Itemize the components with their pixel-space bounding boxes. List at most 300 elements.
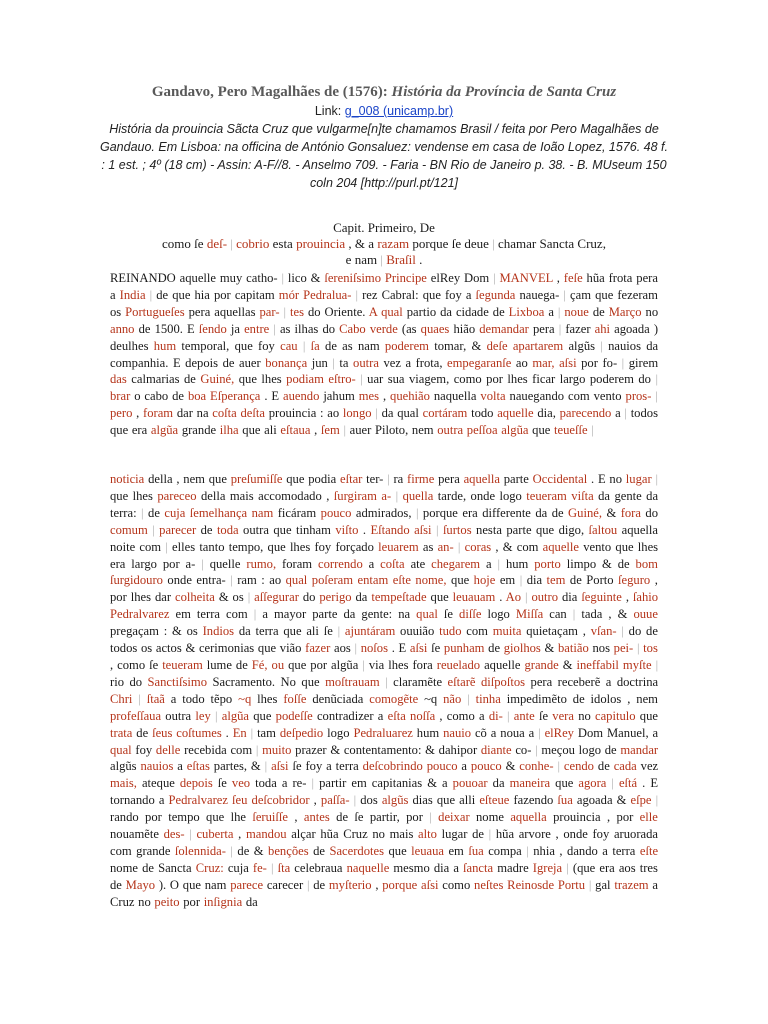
word: qual <box>110 742 132 757</box>
word: algũa <box>150 423 179 438</box>
word: aquella <box>510 810 547 825</box>
word: E <box>172 355 181 370</box>
transcription-paragraph-2 <box>110 471 658 911</box>
word: & <box>310 271 321 285</box>
word: quehião <box>390 389 430 404</box>
column-separator: | <box>201 556 204 571</box>
word: madre <box>497 860 529 875</box>
word: ſua <box>557 793 573 808</box>
word: que <box>286 472 305 486</box>
word: . <box>391 641 395 656</box>
word: a <box>548 304 554 319</box>
word: can <box>549 607 567 622</box>
title-work: História da Província de Santa Cruz <box>391 84 617 100</box>
word: elRey <box>544 725 574 740</box>
word: que <box>267 539 286 554</box>
word: que <box>206 810 225 825</box>
chapter-line-3 <box>110 252 658 268</box>
source-link[interactable]: g_008 (unicamp.br) <box>344 104 454 118</box>
word: bonança <box>265 355 308 370</box>
column-separator: | <box>264 759 268 774</box>
word: E <box>187 321 195 336</box>
word: boa <box>187 389 207 404</box>
word: de <box>646 624 658 639</box>
word: logo <box>499 488 522 503</box>
word: hum <box>416 725 440 740</box>
word: ſegunda <box>475 287 516 302</box>
word: ſahio <box>632 590 659 605</box>
word: ate <box>410 556 426 571</box>
column-separator: | <box>270 860 274 875</box>
word: Cabo <box>339 321 366 336</box>
word: por <box>162 556 180 571</box>
word: fazer <box>565 321 591 336</box>
word: contentamento: <box>343 742 422 757</box>
word: trata <box>110 725 133 740</box>
column-separator: | <box>557 759 560 774</box>
word: hum <box>153 338 177 353</box>
word: naquella <box>433 389 477 404</box>
word: receberẽ <box>557 674 601 689</box>
word: . <box>591 472 595 486</box>
word: lhes <box>132 488 153 503</box>
word: naquelle <box>346 860 390 875</box>
word: fora <box>412 657 433 672</box>
word: batião <box>558 641 589 656</box>
word: que <box>208 472 227 486</box>
word: algũa <box>331 657 359 672</box>
column-separator: | <box>332 355 335 370</box>
word: (as <box>401 321 417 336</box>
word: di- <box>488 708 503 723</box>
word: , <box>375 877 379 892</box>
word: O <box>169 877 180 892</box>
word: a <box>326 759 332 774</box>
word: de <box>492 304 505 319</box>
word: aſsi <box>409 641 428 656</box>
column-separator: | <box>152 522 155 537</box>
word: Fé, <box>251 657 268 672</box>
word: inſignia <box>203 894 243 909</box>
column-separator: | <box>655 472 658 486</box>
word: ſe <box>538 708 549 723</box>
word: coſtumes <box>176 725 222 740</box>
word: noua <box>500 725 525 740</box>
word: qual <box>416 607 438 622</box>
word: hião <box>453 321 476 336</box>
word: com <box>139 539 162 554</box>
word: que <box>182 877 201 892</box>
word: era <box>131 423 148 438</box>
word: da <box>343 607 356 622</box>
word: doctrina <box>616 674 659 689</box>
word: a <box>281 776 288 791</box>
word: aos <box>618 860 636 875</box>
word: De <box>419 220 435 235</box>
word: & <box>617 607 628 622</box>
column-separator: | <box>387 472 390 486</box>
bibliographic-description: História da prouincia Sãcta Cruz que vulgarme[n]te chamamos Brasil / feita por Pero Magalhães de Gandauo. Em Lisboa: na officina de António Gonsaluez: vendense em casa de Ioão Lopez, 1576. 48 f. : 1 est. ; 4º (18 cm) - Assin: A-F//8. - Anselmo 709. - Faria - BN Rio de Janeiro p. 38. - B. MUseum 150 coln 204 [http://purl.pt/121] <box>100 122 668 190</box>
word: , <box>348 236 352 251</box>
word: mais, <box>110 776 137 791</box>
word: , <box>382 389 387 404</box>
word: delle <box>155 742 181 757</box>
word: ) <box>653 321 659 336</box>
word: . <box>419 252 423 267</box>
word: que <box>451 573 470 588</box>
word: contradizer <box>316 708 374 723</box>
word: os <box>140 641 153 656</box>
word: foſſe <box>283 691 307 706</box>
word: temporal, <box>181 338 230 353</box>
word: entre <box>244 321 270 336</box>
word: grande <box>181 423 217 438</box>
word: Sanctiſsimo <box>147 674 208 689</box>
column-separator: | <box>306 877 310 892</box>
word: tornando <box>110 793 155 808</box>
word: frota, <box>415 355 443 370</box>
word: gente <box>614 488 642 503</box>
column-separator: | <box>354 641 358 656</box>
word: tres <box>639 860 658 875</box>
word: nauegando <box>509 389 565 404</box>
word: jun <box>311 355 328 370</box>
word: qual <box>285 573 308 588</box>
word: , <box>608 607 612 622</box>
word: aos <box>334 641 351 656</box>
word: Manuel, <box>606 725 649 740</box>
column-separator: | <box>566 860 569 875</box>
word: da <box>646 488 659 503</box>
word: ſe <box>217 776 227 791</box>
word: verde <box>369 321 398 336</box>
word: vez <box>640 759 659 774</box>
word: como <box>117 657 146 672</box>
word: de <box>313 843 325 858</box>
word: cuja <box>227 860 249 875</box>
word: Sancta <box>158 860 192 875</box>
word: vento <box>583 539 612 554</box>
word: deſcobrindo <box>362 759 423 774</box>
chapter-line-2 <box>110 236 658 252</box>
column-separator: | <box>655 372 658 387</box>
word: pouco <box>470 759 502 774</box>
column-separator: | <box>337 624 341 639</box>
word: Lixboa <box>508 304 545 319</box>
word: sua <box>387 372 405 387</box>
word: admirados, <box>355 505 412 520</box>
word: pouco <box>426 759 458 774</box>
word: de <box>572 691 585 706</box>
word: onde <box>470 488 496 503</box>
word: ſtaã <box>146 691 165 706</box>
word: pera <box>532 321 555 336</box>
word: nome, <box>415 573 447 588</box>
word: algũs <box>568 338 596 353</box>
word: ſe <box>451 236 462 251</box>
word: eſtaua <box>280 423 311 438</box>
word: dar <box>176 406 193 421</box>
column-separator: | <box>138 691 141 706</box>
word: . <box>362 522 367 537</box>
word: lhes <box>261 372 282 387</box>
column-separator: | <box>355 287 359 302</box>
word: no <box>138 894 151 909</box>
word: & <box>544 641 555 656</box>
column-separator: | <box>343 423 346 438</box>
word: hũa <box>586 271 605 285</box>
word: com <box>230 742 253 757</box>
word: tempeſtade <box>371 590 427 605</box>
word: nam <box>204 877 227 892</box>
word: Dom <box>464 271 490 285</box>
word: algũa <box>221 708 250 723</box>
column-separator: | <box>488 827 492 842</box>
word: por <box>145 810 162 825</box>
word: noue <box>564 304 589 319</box>
word: da <box>381 406 394 421</box>
word: leuarem <box>378 539 419 554</box>
column-separator: | <box>380 252 383 267</box>
word: ja <box>230 321 240 336</box>
word: della <box>200 488 226 503</box>
word: deue <box>464 236 489 251</box>
word: mes <box>358 389 380 404</box>
column-separator: | <box>457 539 461 554</box>
word: ). <box>158 877 167 892</box>
word: Dom <box>577 725 604 740</box>
word: por <box>616 810 634 825</box>
word: que <box>172 287 191 302</box>
word: que <box>110 423 129 438</box>
word: , <box>313 793 317 808</box>
word: ſemelhança <box>189 505 248 520</box>
word: a <box>368 556 375 571</box>
word: colheita <box>175 590 215 605</box>
word: todo <box>471 406 494 421</box>
word: leuauam <box>452 590 496 605</box>
column-separator: | <box>558 321 562 336</box>
word: fezeram <box>617 287 658 302</box>
word: lhe <box>230 810 246 825</box>
word: no <box>645 304 659 319</box>
word: eſte <box>639 843 659 858</box>
word: eſpe <box>630 793 652 808</box>
word: Occidental <box>532 472 588 486</box>
word: elle <box>639 810 658 825</box>
word: ſem <box>320 423 340 438</box>
word: mais <box>229 488 254 503</box>
word: arvore <box>518 827 551 842</box>
word: qual <box>381 304 403 319</box>
word: aquelle <box>542 539 580 554</box>
word: elRey <box>430 271 461 285</box>
word: de <box>172 389 185 404</box>
word: que <box>436 793 456 808</box>
word: a <box>170 691 177 706</box>
word: ra <box>393 472 404 486</box>
word: eſtar <box>339 472 363 486</box>
word: aſſegurar <box>254 590 299 605</box>
column-separator: | <box>189 827 192 842</box>
word: Cruz <box>343 827 368 842</box>
word: onde <box>563 827 588 842</box>
word: aſsi <box>414 522 432 537</box>
word: aquelle <box>484 657 521 672</box>
word: , <box>314 423 318 438</box>
word: era <box>110 556 126 571</box>
word: tanto <box>199 539 225 554</box>
column-separator: | <box>255 742 259 757</box>
word: dar <box>154 590 172 605</box>
word: ali <box>264 423 277 438</box>
column-separator: | <box>572 607 576 622</box>
word: forçado <box>335 539 374 554</box>
word: cabo <box>144 389 169 404</box>
word: com <box>516 539 539 554</box>
word: os <box>232 590 244 605</box>
word: tempo, <box>228 539 264 554</box>
word: a <box>528 725 535 740</box>
column-separator: | <box>497 556 501 571</box>
word: de <box>325 338 337 353</box>
word: que <box>555 776 574 791</box>
word: Chri <box>110 691 133 706</box>
word: della <box>148 472 173 486</box>
word: a <box>465 287 472 302</box>
word: moſtrauam <box>325 674 380 689</box>
word: claramẽte <box>393 674 443 689</box>
word: ilha <box>219 423 239 438</box>
word: cobrio <box>236 236 270 251</box>
word: podiam <box>286 372 324 387</box>
word: diſſe <box>459 607 482 622</box>
word: tam <box>257 725 276 740</box>
word: gal <box>595 877 611 892</box>
word: de <box>222 355 235 370</box>
column-separator: | <box>230 236 233 251</box>
word: do <box>628 624 642 639</box>
word: ſa <box>310 338 320 353</box>
word: & <box>185 641 196 656</box>
word: com <box>226 607 248 622</box>
word: ſua <box>468 843 484 858</box>
column-separator: | <box>624 406 627 421</box>
word: que <box>110 488 129 503</box>
column-separator: | <box>588 877 592 892</box>
column-separator: | <box>230 573 233 588</box>
word: logo <box>487 607 510 622</box>
word: do <box>322 321 336 336</box>
word: catho- <box>246 271 278 285</box>
word: & <box>218 590 229 605</box>
word: tomar, <box>434 338 467 353</box>
word: Braſil <box>386 252 416 267</box>
word: E <box>650 776 659 791</box>
word: E <box>597 472 606 486</box>
word: nome <box>476 810 504 825</box>
word: tarde, <box>437 488 467 503</box>
word: , <box>326 488 330 503</box>
word: eſtarẽ <box>447 674 476 689</box>
word: ao <box>269 573 282 588</box>
word: ſe <box>443 607 453 622</box>
word: teueram <box>162 657 203 672</box>
word: cada <box>613 759 637 774</box>
word: , <box>110 657 114 672</box>
word: Miſſa <box>515 607 544 622</box>
word: coras <box>464 539 492 554</box>
word: ſereniſsimo <box>324 271 382 285</box>
word: foy <box>444 287 462 302</box>
word: aruorada <box>613 827 658 842</box>
column-separator: | <box>247 590 251 605</box>
word: nam <box>357 338 380 353</box>
word: & <box>330 742 341 757</box>
word: outra <box>437 423 464 438</box>
word: Guiné, <box>568 505 602 520</box>
word: a <box>490 725 497 740</box>
word: carecer <box>266 877 304 892</box>
word: dia <box>433 860 450 875</box>
word: de <box>488 641 501 656</box>
column-separator: | <box>281 271 285 285</box>
word: por <box>310 657 328 672</box>
word: que <box>639 708 658 723</box>
word: fora <box>620 505 641 520</box>
word: Guiné, <box>200 372 235 387</box>
word: bom <box>635 556 658 571</box>
word: idolos <box>590 691 622 706</box>
word: terra <box>255 624 279 639</box>
chapter-heading <box>110 220 658 268</box>
word: de <box>110 877 122 892</box>
word: era <box>599 860 615 875</box>
word: trazem <box>614 877 649 892</box>
word: . <box>642 776 646 791</box>
word: & <box>616 793 627 808</box>
word: Principe <box>384 271 427 285</box>
word: lhes <box>637 539 659 554</box>
word: aquella <box>621 522 659 537</box>
word: de <box>336 810 349 825</box>
word: tinham <box>295 522 331 537</box>
word: que <box>238 372 257 387</box>
word: e <box>345 252 352 267</box>
chapter-line-1 <box>110 220 658 236</box>
word: partes, <box>213 759 248 774</box>
word: de <box>604 742 617 757</box>
word: agora <box>578 776 607 791</box>
word: lhes <box>257 691 278 706</box>
word: mesmo <box>393 860 430 875</box>
word: punham <box>443 641 485 656</box>
word: quella <box>402 488 434 503</box>
word: cendo <box>563 759 594 774</box>
word: auer <box>349 423 372 438</box>
word: En <box>232 725 247 740</box>
word: dahipor <box>438 742 478 757</box>
word: teueſſe <box>554 423 588 438</box>
word: de <box>569 573 582 588</box>
word: . <box>264 389 268 404</box>
word: nauio <box>443 725 472 740</box>
word: porto <box>534 556 561 571</box>
word: a <box>110 287 116 302</box>
word: lugar <box>441 827 468 842</box>
word: , <box>495 539 499 554</box>
word: toda <box>255 776 277 791</box>
